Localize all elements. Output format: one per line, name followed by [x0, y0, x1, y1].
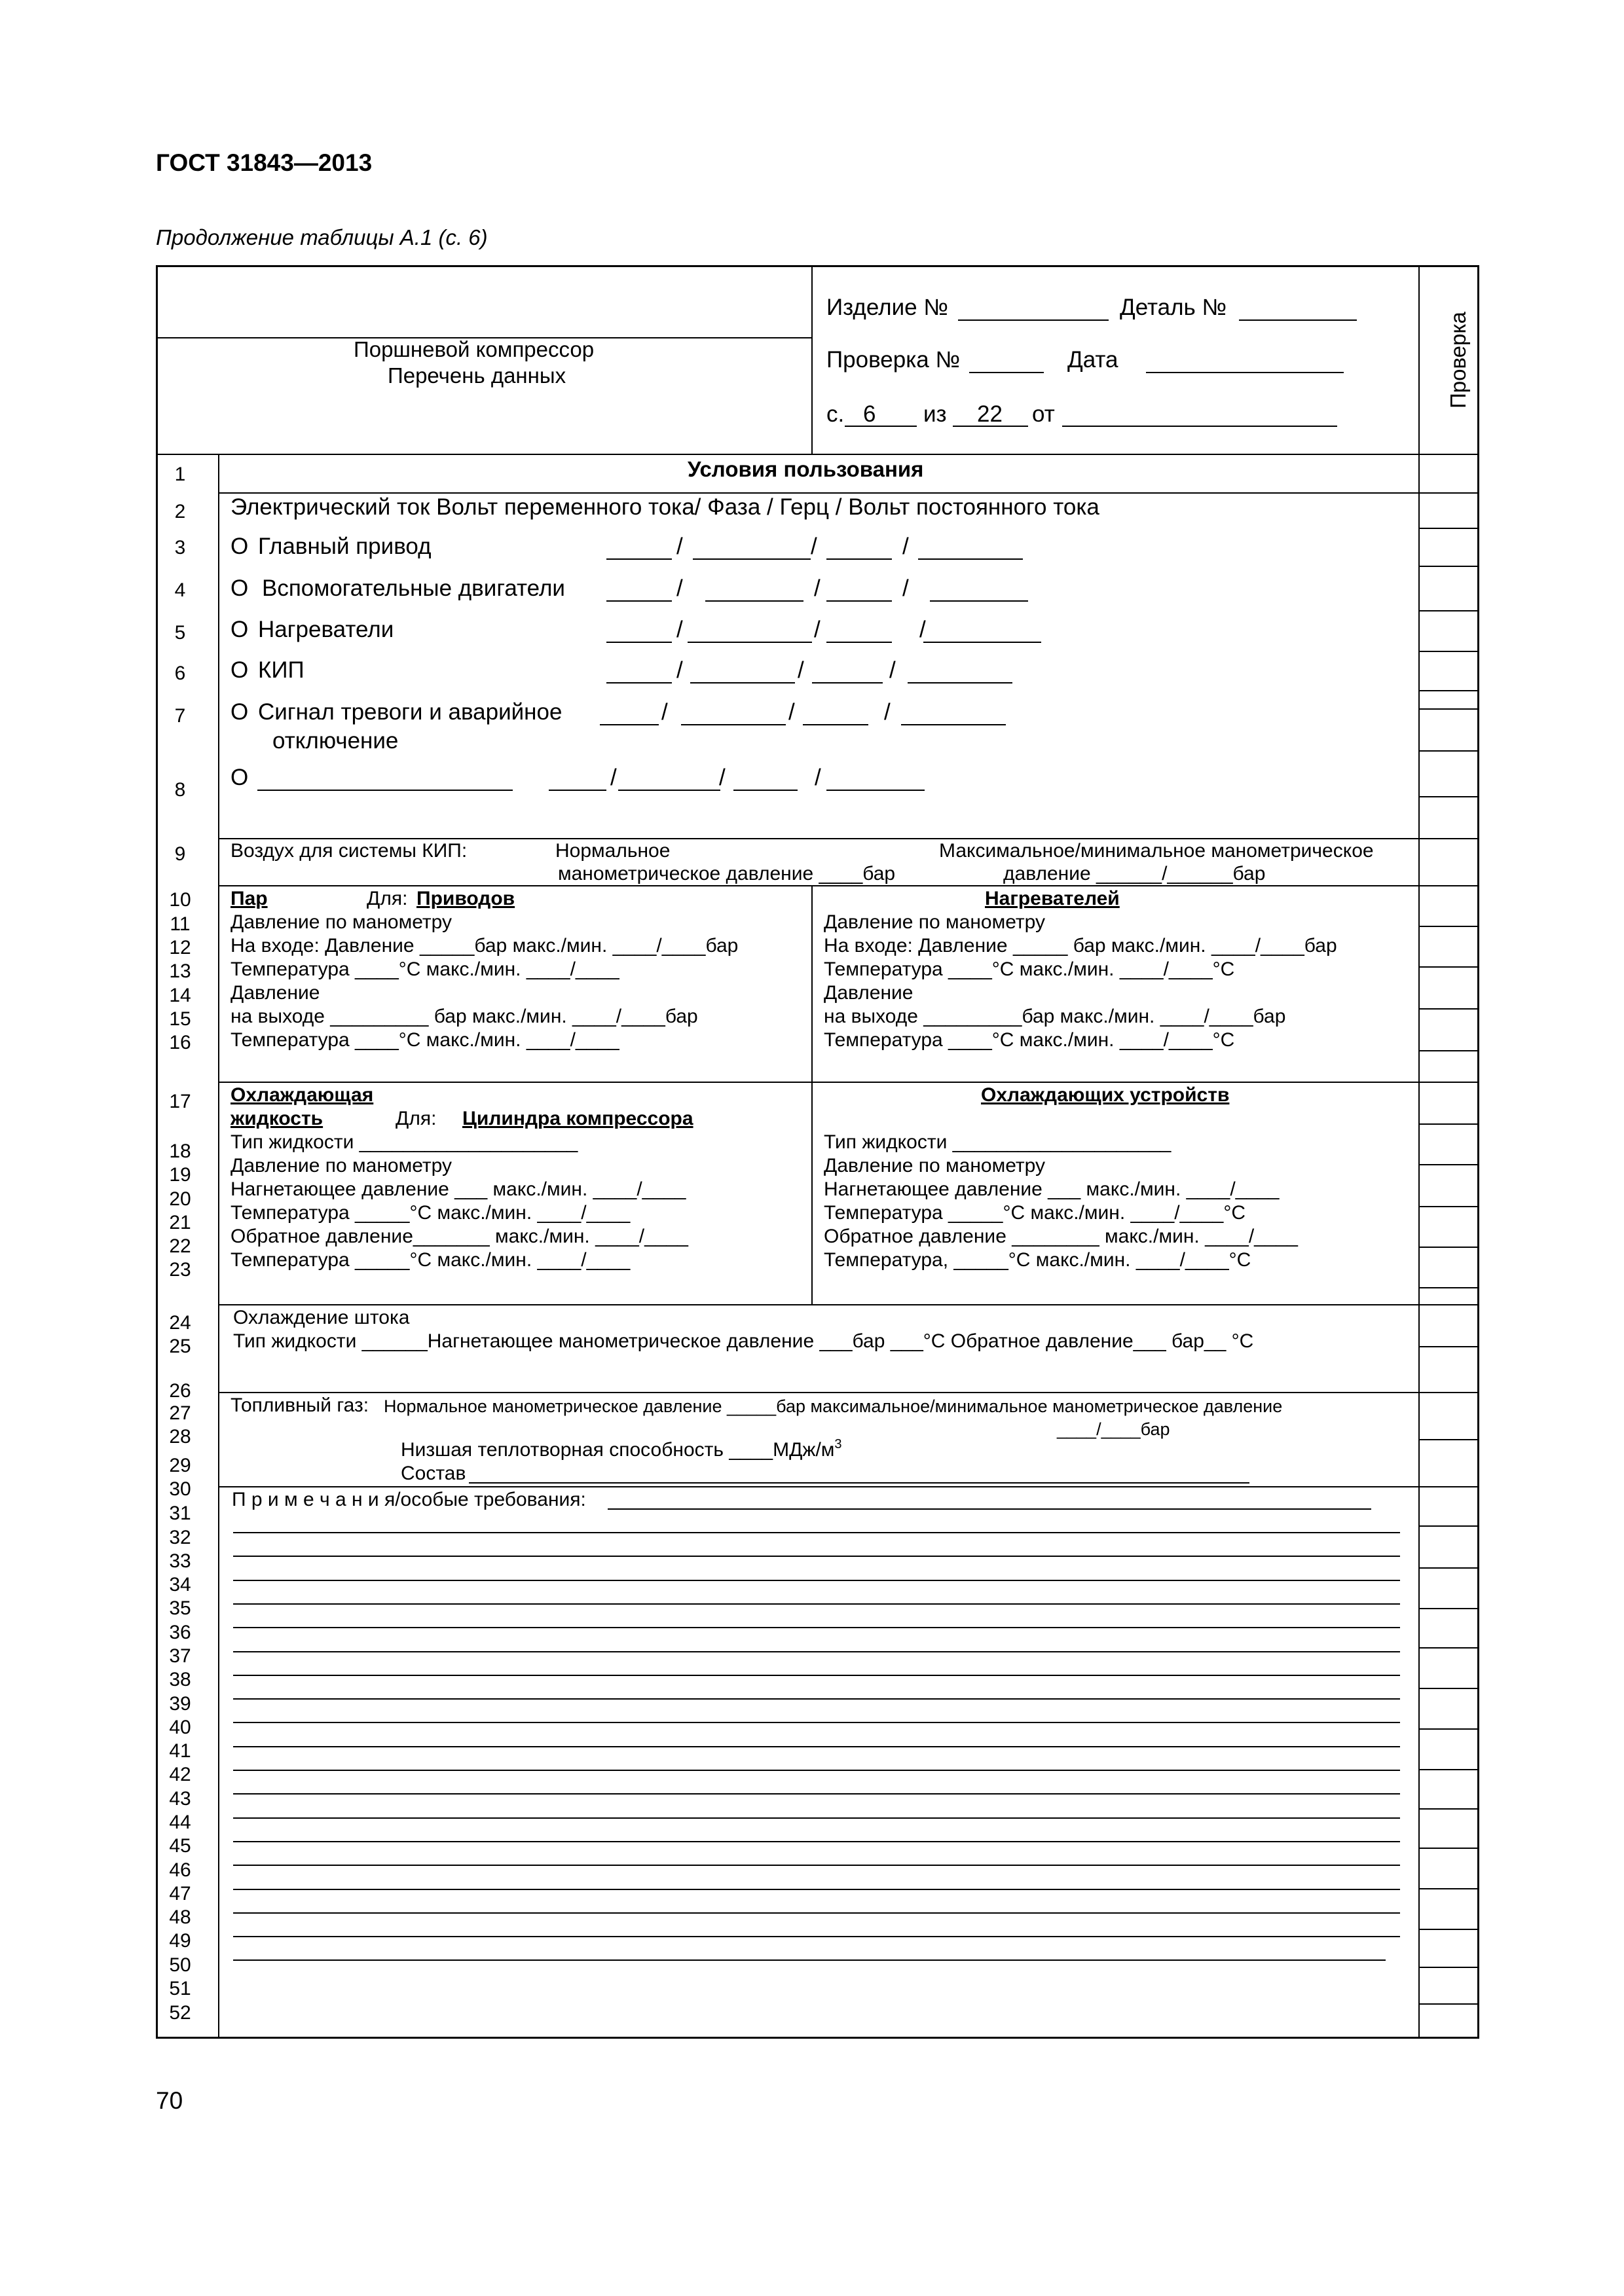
air-max-2: давление ______/______бар: [1003, 863, 1266, 884]
steam-drives: Приводов: [416, 888, 515, 909]
aux-motors-label: Вспомогательные двигатели: [262, 575, 565, 601]
header-divider: [811, 265, 813, 455]
rod-line: Тип жидкости ______Нагнетающее манометрическое давление ___бар ___°С Обратное давление___ бар__ °С: [233, 1330, 1254, 1352]
row-number: 17: [169, 1091, 191, 1112]
notes-line[interactable]: [233, 1603, 1400, 1605]
section-rule: [218, 1304, 1418, 1305]
field-separator: /: [889, 657, 896, 683]
radio-kip[interactable]: O: [231, 657, 249, 683]
cooling-left-line: Обратное давление_______ макс./мин. ____/____: [231, 1226, 688, 1247]
check-cell-rule: [1418, 1769, 1479, 1770]
cooling-for: Для:: [396, 1108, 437, 1129]
notes-line[interactable]: [233, 1651, 1400, 1652]
cooling-left-line: Давление по манометру: [231, 1155, 452, 1176]
blank-field[interactable]: [901, 724, 1006, 725]
cooling-right-line: Давление по манометру: [824, 1155, 1046, 1176]
blank-field[interactable]: [930, 600, 1028, 602]
steam-left-line: на выходе _________ бар макс./мин. ____/____бар: [231, 1006, 698, 1027]
of-value: 22: [977, 401, 1003, 427]
blank-field[interactable]: [606, 642, 672, 643]
section-rule: [218, 838, 1418, 839]
row-number: 33: [169, 1550, 191, 1572]
field-separator: /: [788, 699, 795, 725]
field-separator: /: [811, 534, 817, 559]
check-cell-rule: [1418, 1848, 1479, 1849]
row-number: 41: [169, 1740, 191, 1762]
row-number: 19: [169, 1164, 191, 1186]
radio-main-drive[interactable]: O: [231, 534, 249, 559]
steam-left-line: На входе: Давление _____бар макс./мин. ____/____бар: [231, 935, 739, 957]
sheet-prefix: с.: [826, 401, 845, 427]
row-number: 32: [169, 1527, 191, 1548]
notes-line[interactable]: [233, 1865, 1400, 1866]
cooling-right-line: Нагнетающее давление ___ макс./мин. ____/____: [824, 1178, 1280, 1200]
part-label: Деталь №: [1120, 295, 1227, 320]
check-label: Проверка №: [826, 347, 961, 373]
radio-other[interactable]: O: [231, 765, 249, 790]
field-separator: /: [884, 699, 891, 725]
blank-field[interactable]: [826, 558, 892, 560]
notes-line[interactable]: [233, 1841, 1400, 1842]
notes-line[interactable]: [233, 1580, 1400, 1581]
row-number: 47: [169, 1883, 191, 1904]
check-cell-rule: [1418, 566, 1479, 567]
blank-field[interactable]: [826, 600, 892, 602]
blank-field[interactable]: [681, 724, 786, 725]
fuel-composition: Состав: [401, 1463, 466, 1484]
row-number: 13: [169, 960, 191, 982]
row-number: 25: [169, 1336, 191, 1357]
rod-title: Охлаждение штока: [233, 1307, 410, 1328]
check-cell-rule: [1418, 690, 1479, 691]
check-cell-rule: [1418, 1439, 1479, 1440]
field-separator: /: [676, 534, 683, 559]
form-title-2: Перечень данных: [388, 363, 566, 388]
item-label: Изделие №: [826, 295, 948, 320]
fuel-normal: Нормальное манометрическое давление _____бар максимальное/минимальное манометрическое давление: [384, 1396, 1283, 1416]
check-cell-rule: [1418, 1967, 1479, 1968]
blank-field[interactable]: [606, 558, 672, 560]
steam-left-line: Температура ____°С макс./мин. ____/____: [231, 958, 619, 980]
row-number: 21: [169, 1212, 191, 1233]
steam-heaters: Нагревателей: [985, 888, 1120, 909]
check-cell-rule: [1418, 926, 1479, 927]
row-number: 36: [169, 1622, 191, 1643]
field-separator: /: [676, 657, 683, 683]
check-cell-rule: [1418, 1688, 1479, 1689]
check-cell-rule: [1418, 885, 1479, 886]
kip-label: КИП: [258, 657, 304, 683]
section-rule: [218, 492, 1418, 494]
date-label: Дата: [1067, 347, 1118, 373]
check-cell-rule: [1418, 1486, 1479, 1487]
notes-line[interactable]: [233, 1627, 1400, 1628]
cooling-split: [811, 1082, 813, 1304]
cooling-fluid-2: жидкость: [231, 1108, 323, 1129]
section-rule: [218, 1392, 1418, 1393]
steam-right-line: Давление: [824, 982, 913, 1004]
check-cell-rule: [1418, 1929, 1479, 1930]
row-number: 20: [169, 1188, 191, 1210]
check-cell-rule: [1418, 1608, 1479, 1609]
composition-field[interactable]: [469, 1482, 1249, 1484]
air-label: Воздух для системы КИП:: [231, 840, 468, 862]
row-number: 7: [174, 705, 186, 727]
row-number: 46: [169, 1859, 191, 1881]
page-number: 70: [156, 2087, 183, 2114]
check-cell-rule: [1418, 1206, 1479, 1207]
steam-split: [811, 885, 813, 1082]
check-column-divider: [1418, 265, 1420, 2039]
radio-alarm[interactable]: O: [231, 699, 249, 725]
row-number: 31: [169, 1503, 191, 1524]
check-cell-rule: [1418, 651, 1479, 652]
check-cell-rule: [1418, 1082, 1479, 1083]
check-field[interactable]: [969, 372, 1044, 373]
other-field[interactable]: [257, 790, 513, 791]
blank-field[interactable]: [705, 600, 803, 602]
row-number: 18: [169, 1140, 191, 1162]
steam-right-line: На входе: Давление _____ бар макс./мин. ____/____бар: [824, 935, 1337, 957]
row-number: 49: [169, 1930, 191, 1952]
row-number: 26: [169, 1380, 191, 1402]
radio-aux-motors[interactable]: O: [231, 575, 249, 601]
blank-field[interactable]: [688, 642, 812, 643]
cooling-cylinder: Цилиндра компрессора: [462, 1108, 693, 1129]
row-number: 40: [169, 1717, 191, 1738]
row-number: 22: [169, 1235, 191, 1257]
fuel-heat-value: Низшая теплотворная способность $\_\_\_\_МДж/м^3$: [401, 1437, 842, 1461]
steam-right-line: Температура ____°С макс./мин. ____/____°С: [824, 1029, 1235, 1051]
alarm-label-2: отключение: [272, 728, 399, 754]
row-number: 45: [169, 1835, 191, 1857]
section-rule: [218, 1486, 1418, 1487]
check-cell-rule: [1418, 1888, 1479, 1889]
cooling-fluid-1: Охлаждающая: [231, 1084, 374, 1106]
notes-line[interactable]: [233, 1912, 1400, 1914]
check-cell-rule: [1418, 796, 1479, 797]
check-cell-rule: [1418, 1008, 1479, 1010]
blank-field[interactable]: [803, 724, 868, 725]
electric-line: Электрический ток Вольт переменного тока/ Фаза / Герц / Вольт постоянного тока: [231, 494, 1099, 520]
alarm-label-1: Сигнал тревоги и аварийное: [258, 699, 563, 725]
notes-line[interactable]: [233, 1936, 1400, 1937]
check-cell-rule: [1418, 528, 1479, 529]
notes-line[interactable]: [233, 1889, 1400, 1890]
check-cell-rule: [1418, 1808, 1479, 1810]
check-cell-rule: [1418, 1728, 1479, 1730]
row-number: 15: [169, 1008, 191, 1030]
item-field[interactable]: [958, 319, 1109, 321]
field-separator: /: [798, 657, 804, 683]
row-number: 6: [174, 663, 186, 684]
blank-field[interactable]: [923, 642, 1041, 643]
field-separator: /: [919, 617, 926, 642]
check-cell-rule: [1418, 1123, 1479, 1125]
blank-field[interactable]: [618, 790, 720, 791]
main-drive-label: Главный привод: [258, 534, 432, 559]
blank-field[interactable]: [606, 600, 672, 602]
blank-field[interactable]: [690, 682, 795, 683]
check-cell-rule: [1418, 1050, 1479, 1051]
row-number: 12: [169, 937, 191, 958]
check-cell-rule: [1418, 1346, 1479, 1347]
row-number: 29: [169, 1455, 191, 1476]
check-cell-rule: [1418, 708, 1479, 710]
blank-field[interactable]: [826, 642, 892, 643]
row-number: 30: [169, 1478, 191, 1500]
field-separator: /: [902, 575, 909, 601]
row-number: 1: [174, 464, 186, 485]
section-rule: [218, 885, 1418, 886]
sheet-value: 6: [863, 401, 876, 427]
from-label: от: [1032, 401, 1055, 427]
field-separator: /: [676, 617, 683, 642]
steam-right-line: Температура ____°С макс./мин. ____/____°С: [824, 958, 1235, 980]
row-number: 11: [170, 913, 191, 935]
row-number: 44: [169, 1812, 191, 1833]
cooling-left-line: Тип жидкости ____________________: [231, 1131, 578, 1153]
heaters-label: Нагреватели: [258, 617, 394, 642]
row-number: 14: [169, 985, 191, 1006]
notes-line[interactable]: [233, 1770, 1400, 1771]
fuel-maxline: ____/____бар: [1057, 1419, 1170, 1439]
blank-field[interactable]: [908, 682, 1012, 683]
steam-left-line: Давление по манометру: [231, 911, 452, 933]
cooling-right-line: Температура, _____°С макс./мин. ____/____°С: [824, 1249, 1251, 1271]
check-cell-rule: [1418, 1247, 1479, 1248]
row-number: 42: [169, 1764, 191, 1785]
cooling-right-line: Тип жидкости ____________________: [824, 1131, 1172, 1153]
check-cell-rule: [1418, 2003, 1479, 2005]
notes-line[interactable]: [233, 1675, 1400, 1676]
air-max-1: Максимальное/минимальное манометрическое: [939, 840, 1374, 862]
row-number: 52: [169, 2002, 191, 2024]
blank-field[interactable]: [733, 790, 798, 791]
row-number: 28: [169, 1426, 191, 1448]
row-number: 39: [169, 1693, 191, 1715]
from-field[interactable]: [1062, 426, 1337, 427]
row-number: 51: [169, 1978, 191, 1999]
row-number: 4: [174, 579, 186, 601]
row-number: 3: [174, 537, 186, 558]
row-number: 37: [169, 1645, 191, 1667]
check-cell-rule: [1418, 1287, 1479, 1288]
notes-line[interactable]: [233, 1532, 1400, 1533]
header-bottom-rule: [156, 454, 1479, 455]
cooling-devices: Охлаждающих устройств: [981, 1084, 1230, 1106]
blank-field[interactable]: [606, 682, 672, 683]
notes-line[interactable]: [233, 1959, 1386, 1961]
steam-right-line: на выходе _________бар макс./мин. ____/____бар: [824, 1006, 1286, 1027]
check-cell-rule: [1418, 966, 1479, 968]
of-field[interactable]: [953, 426, 1028, 427]
field-separator: /: [676, 575, 683, 601]
cooling-left-line: Нагнетающее давление ___ макс./мин. ____/____: [231, 1178, 686, 1200]
row-number: 27: [169, 1402, 191, 1424]
cooling-left-line: Температура _____°С макс./мин. ____/____: [231, 1202, 631, 1224]
section-rule: [218, 1082, 1418, 1083]
of-label: из: [923, 401, 947, 427]
notes-field[interactable]: [608, 1508, 1371, 1510]
check-cell-rule: [1418, 1392, 1479, 1393]
blank-field[interactable]: [918, 558, 1023, 560]
form-title-1: Поршневой компрессор: [354, 337, 595, 361]
fuel-label: Топливный газ:: [231, 1394, 369, 1416]
row-number: 50: [169, 1954, 191, 1976]
field-separator: /: [815, 765, 821, 790]
steam-for: Для:: [367, 888, 408, 909]
row-number: 34: [169, 1574, 191, 1595]
row-number: 2: [174, 501, 186, 522]
row-number-divider: [218, 454, 219, 2039]
check-cell-rule: [1418, 492, 1479, 494]
row-number: 48: [169, 1906, 191, 1928]
field-separator: /: [610, 765, 617, 790]
field-separator: /: [661, 699, 668, 725]
steam-left-line: Температура ____°С макс./мин. ____/____: [231, 1029, 619, 1051]
cooling-right-line: Обратное давление ________ макс./мин. ____/____: [824, 1226, 1298, 1247]
blank-field[interactable]: [812, 682, 883, 683]
conditions-title: Условия пользования: [688, 457, 924, 481]
cooling-right-line: Температура _____°С макс./мин. ____/____°С: [824, 1202, 1246, 1224]
cooling-left-line: Температура _____°С макс./мин. ____/____: [231, 1249, 631, 1271]
row-number: 9: [174, 843, 186, 865]
check-cell-rule: [1418, 1304, 1479, 1305]
notes-line[interactable]: [233, 1722, 1400, 1723]
row-number: 5: [174, 622, 186, 644]
blank-field[interactable]: [600, 724, 659, 725]
document-header: ГОСТ 31843—2013: [156, 149, 373, 176]
row-number: 23: [169, 1259, 191, 1281]
row-number: 16: [169, 1032, 191, 1053]
field-separator: /: [814, 617, 821, 642]
blank-field[interactable]: [826, 790, 925, 791]
notes-line[interactable]: [233, 1698, 1400, 1700]
row-number: 43: [169, 1788, 191, 1810]
notes-line[interactable]: [233, 1556, 1400, 1557]
row-number: 35: [169, 1597, 191, 1619]
check-cell-rule: [1418, 838, 1479, 839]
notes-line[interactable]: [233, 1817, 1400, 1819]
part-field[interactable]: [1239, 319, 1357, 321]
notes-line[interactable]: [233, 1793, 1400, 1795]
notes-line[interactable]: [233, 1746, 1400, 1747]
field-separator: /: [814, 575, 821, 601]
blank-field[interactable]: [693, 558, 811, 560]
field-separator: /: [719, 765, 726, 790]
row-number: 24: [169, 1312, 191, 1334]
check-cell-rule: [1418, 1525, 1479, 1527]
row-number: 8: [174, 779, 186, 801]
row-number: 38: [169, 1669, 191, 1690]
steam-right-line: Давление по манометру: [824, 911, 1046, 933]
side-check-label: Проверка: [1446, 312, 1470, 409]
air-normal-1: Нормальное: [555, 840, 671, 862]
check-cell-rule: [1418, 1164, 1479, 1165]
steam-left-line: Давление: [231, 982, 320, 1004]
check-cell-rule: [1418, 610, 1479, 611]
date-field[interactable]: [1146, 372, 1344, 373]
field-separator: /: [902, 534, 909, 559]
row-number: 10: [169, 889, 191, 911]
steam-label: Пар: [231, 888, 268, 909]
radio-heaters[interactable]: O: [231, 617, 249, 642]
blank-field[interactable]: [549, 790, 606, 791]
check-cell-rule: [1418, 1647, 1479, 1649]
table-caption: Продолжение таблицы А.1 (с. 6): [156, 225, 488, 249]
air-normal-2: манометрическое давление ____бар: [558, 863, 896, 884]
sheet-field[interactable]: [845, 426, 917, 427]
check-cell-rule: [1418, 750, 1479, 752]
check-cell-rule: [1418, 1567, 1479, 1569]
notes-label: П р и м е ч а н и я/особые требования:: [232, 1489, 586, 1510]
